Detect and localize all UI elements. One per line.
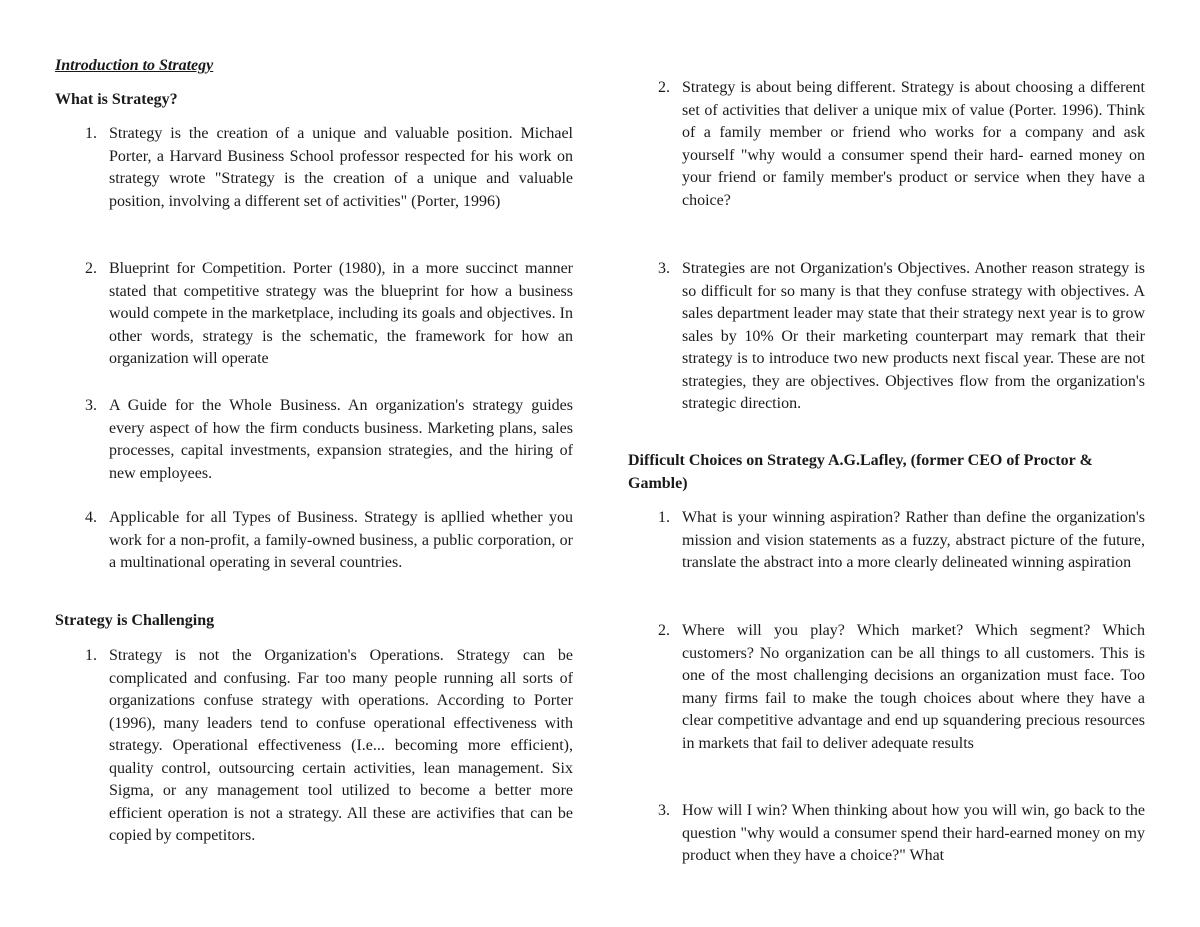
- list-item: [55, 507, 573, 575]
- list-item-text: Blueprint for Competition. Porter (1980), in a more succinct manner stated that competitive strategy was the blueprint for how a business would compete in the marketplace, including its goals and objectives. In other words, strategy is the schematic, the framework for how an organization will operate: [109, 260, 573, 367]
- list-item-text: What is your winning aspiration? Rather than define the organization's mission and vision statements as a fuzzy, abstract picture of the future, translate the abstract into a more clearly delineated winning aspiration: [682, 509, 1145, 571]
- list-item: [628, 507, 1145, 575]
- list-number: 2.: [658, 79, 670, 96]
- list-item-text: A Guide for the Whole Business. An organization's strategy guides every aspect of how the firm conducts business. Marketing plans, sales processes, capital investments, expansion strategies, and the hiring of new employees.: [109, 397, 573, 482]
- list-number: 3.: [85, 397, 97, 414]
- list-number: 3.: [658, 260, 670, 277]
- list-item: [55, 645, 573, 848]
- list-number: 2.: [658, 622, 670, 639]
- list-item: [55, 395, 573, 485]
- difficult-choices-heading: Difficult Choices on Strategy A.G.Lafley, (former CEO of Proctor & Gamble): [628, 452, 1093, 492]
- list-item-text: Applicable for all Types of Business. Strategy is apllied whether you work for a non-profit, a family-owned business, a public corporation, or a multinational operating in several countries.: [109, 509, 573, 571]
- list-item: [55, 258, 573, 371]
- list-number: 2.: [85, 260, 97, 277]
- what-is-strategy-heading: What is Strategy?: [55, 91, 178, 108]
- list-item-text: Strategy is about being different. Strategy is about choosing a different set of activities that deliver a unique mix of value (Porter. 1996). Think of a family member or friend who works for a company and ask yourself "why would a consumer spend their hard- earned money on your friend or family member's product or service when they have a choice?: [682, 79, 1145, 209]
- list-number: 3.: [658, 802, 670, 819]
- list-item-text: Strategy is the creation of a unique and valuable position. Michael Porter, a Harvard Business School professor respected for his work on strategy wrote "Strategy is the creation of a unique and valuable position, involving a different set of activities" (Porter, 1996): [109, 125, 573, 210]
- list-item: [628, 77, 1145, 212]
- list-item: [628, 258, 1145, 416]
- list-item-text: Where will you play? Which market? Which segment? Which customers? No organization can be all things to all customers. This is one of the most challenging decisions an organization must face. Too many firms fail to make the tough choices about where they have a clear competitive advantage and end up squandering precious resources in markets that fail to deliver adequate results: [682, 622, 1145, 752]
- list-item-text: How will I win? When thinking about how you will win, go back to the question "why would a consumer spend their hard-earned money on my product when they have a choice?" What: [682, 802, 1145, 864]
- list-number: 1.: [85, 125, 97, 142]
- list-item-text: Strategies are not Organization's Objectives. Another reason strategy is so difficult for so many is that they confuse strategy with objectives. A sales department leader may state that their strategy next year is to grow sales by 10% Or their marketing counterpart may remark that their strategy is to introduce two new products next fiscal year. These are not strategies, they are objectives. Objectives flow from the organization's strategic direction.: [682, 260, 1145, 412]
- list-item: [628, 800, 1145, 868]
- list-item: [55, 123, 573, 213]
- list-number: 1.: [658, 509, 670, 526]
- list-item-text: Strategy is not the Organization's Operations. Strategy can be complicated and confusing. Far too many people running all sorts of organizations confuse strategy with operations. According to Porter (1996), many leaders tend to confuse operational effectiveness with strategy. Operational effectiveness (I.e... becoming more efficient), quality control, outsourcing certain activities, lean management. Six Sigma, or any management tool utilized to become a better more efficient operation is not a strategy. All these are activifies that can be copied by competitors.: [109, 647, 573, 844]
- list-number: 1.: [85, 647, 97, 664]
- strategy-is-challenging-heading: Strategy is Challenging: [55, 612, 215, 629]
- list-number: 4.: [85, 509, 97, 526]
- document-title: Introduction to Strategy: [55, 57, 214, 74]
- list-item: [628, 620, 1145, 755]
